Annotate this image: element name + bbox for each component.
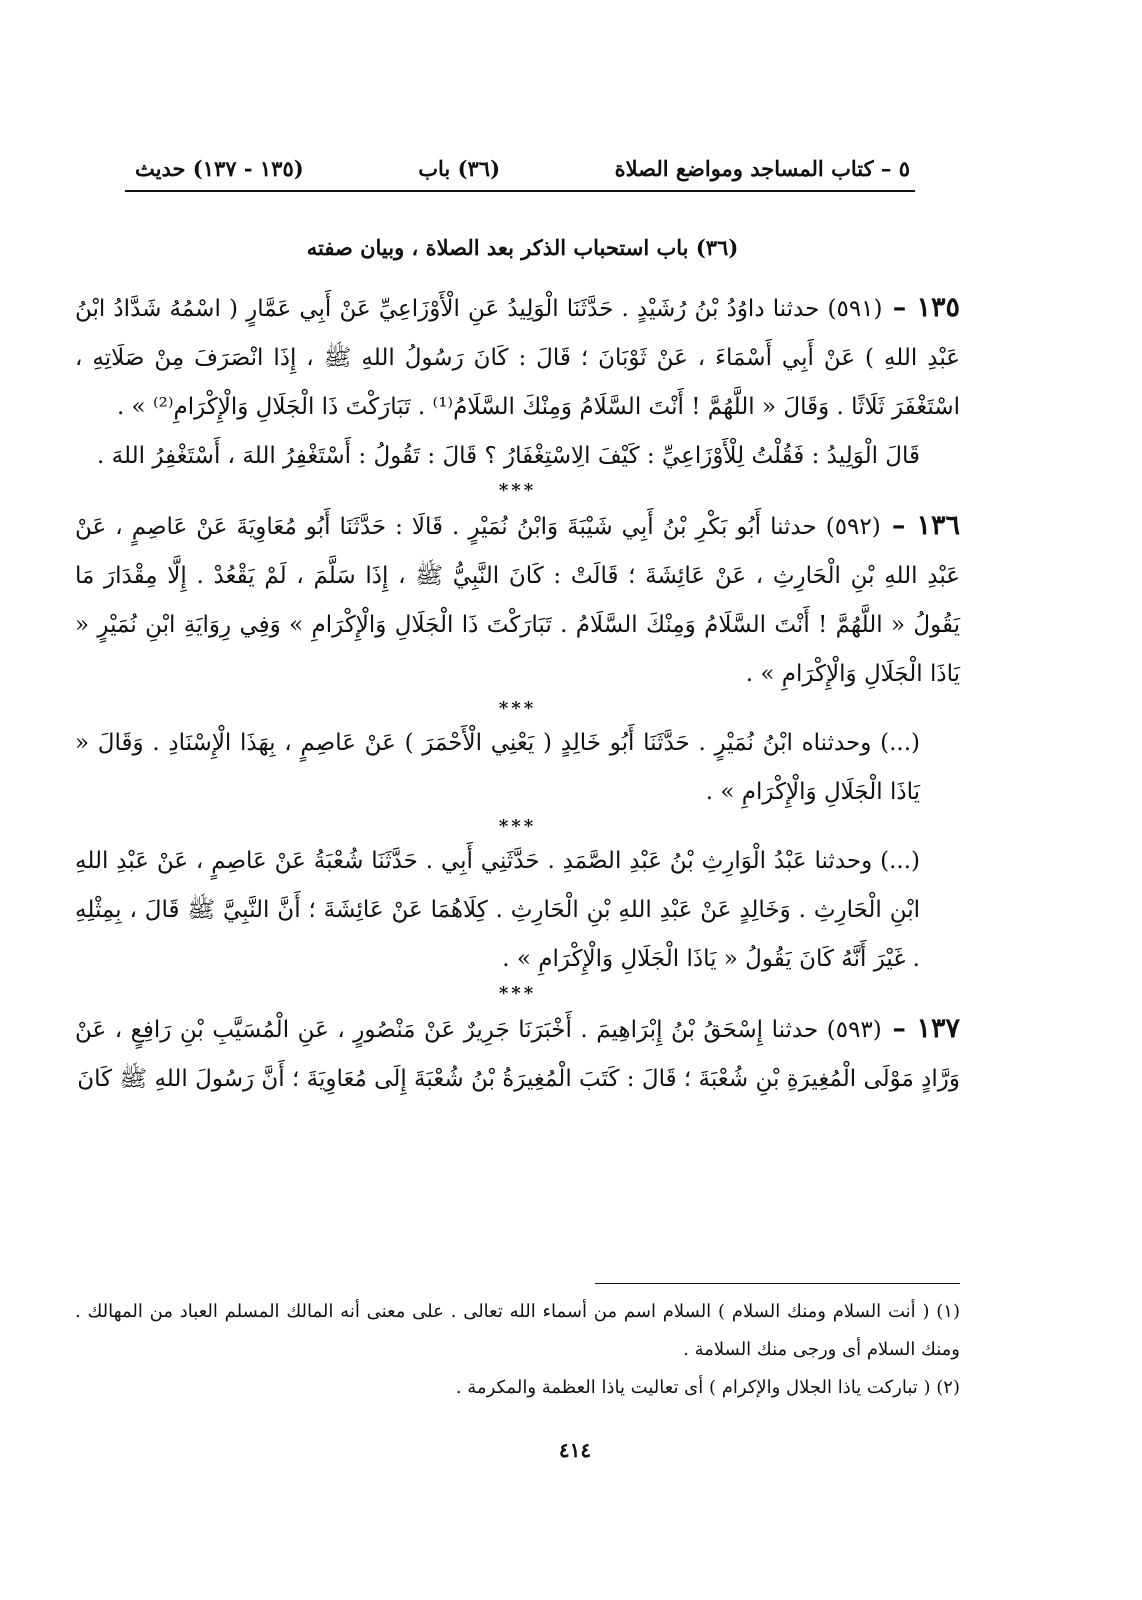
footnote-1: (١) ( أنت السلام ومنك السلام ) السلام اسم من أسماء الله تعالى . على معنى أنه المالك المسلم العباد من المهالك . ومنك السلام أى ورجى منك السلامة . — [75, 1301, 960, 1360]
running-header — [135, 150, 910, 186]
header-bab: (٣٦) باب — [418, 155, 501, 181]
hadith-reference: (٥٩٢) — [816, 514, 881, 540]
hadith-text: حدثنا داوُدُ بْنُ رُشَيْدٍ . حَدَّثَنَا الْوَلِيدُ عَنِ الْأَوْزَاعِيِّ عَنْ أَبِي عَمَّارٍ ( اسْمُهُ شَدَّادُ ابْنُ عَبْدِ اللهِ ) عَنْ أَبِي أَسْمَاءَ ، عَنْ ثَوْبَانَ ؛ قَالَ : كَانَ رَسُولُ اللهِ ﷺ ، إِذَا انْصَرَفَ مِنْ صَلَاتِهِ ، اسْتَغْفَرَ ثَلَاثًا . وَقَالَ « اللَّهُمَّ ! أَنْتَ السَّلَامُ وَمِنْكَ السَّلَامُ⁽¹⁾ . تَبَارَكْتَ ذَا الْجَلَالِ وَالْإِكْرَامِ⁽²⁾ » . — [75, 296, 960, 420]
separator: *** — [498, 698, 537, 719]
hadith-reference: (...) — [871, 730, 920, 756]
hadith-reference: (٥٩٣) — [818, 1017, 882, 1043]
hadith-number: ١٣٦ – — [880, 510, 960, 541]
footnote-2: (٢) ( تباركت ياذا الجلال والإكرام ) أى تعاليت ياذا العظمة والمكرمة . — [455, 1377, 960, 1398]
hadith-text: وحدثناه ابْنُ نُمَيْرٍ . حَدَّثَنَا أَبُو خَالِدٍ ( يَعْنِي الْأَحْمَرَ ) عَنْ عَاصِمٍ ، بِهَذَا الْإِسْنَادِ . وَقَالَ « يَاذَا الْجَلَالِ وَالْإِكْرَامِ » . — [75, 730, 920, 805]
hadith-text: حدثنا إِسْحَقُ بْنُ إِبْرَاهِيمَ . أَخْبَرَنَا جَرِيرٌ عَنْ مَنْصُورٍ ، عَنِ الْمُسَيَّبِ بْنِ رَافِعٍ ، عَنْ وَرَّادٍ مَوْلَى الْمُغِيرَةِ بْنِ شُعْبَةَ ؛ قَالَ : كَتَبَ الْمُغِيرَةُ بْنُ شُعْبَةَ إِلَى مُعَاوِيَةَ ؛ أَنَّ رَسُولَ اللهِ ﷺ كَانَ — [75, 1017, 960, 1092]
hadith-137 — [75, 1004, 960, 1104]
footnotes — [75, 1293, 960, 1407]
hadith-135 — [75, 283, 960, 432]
hadith-135-extra: قَالَ الْوَلِيدُ : فَقُلْتُ لِلْأَوْزَاعِيِّ : كَيْفَ الِاسْتِغْفَارُ ؟ قَالَ : تَقُولُ : أَسْتَغْفِرُ اللهَ ، أَسْتَغْفِرُ اللهَ . — [97, 443, 920, 469]
hadith-136 — [75, 501, 960, 699]
hadith-number: ١٣٥ – — [882, 292, 960, 323]
hadith-text: حدثنا أَبُو بَكْرِ بْنُ أَبِي شَيْبَةَ وَابْنُ نُمَيْرٍ . قَالَا : حَدَّثَنَا أَبُو مُعَاوِيَةَ عَنْ عَاصِمٍ ، عَنْ عَبْدِ اللهِ بْنِ الْحَارِثِ ، عَنْ عَائِشَةَ ؛ قَالَتْ : كَانَ النَّبِيُّ ﷺ ، إِذَا سَلَّمَ ، لَمْ يَقْعُدْ . إِلَّا مِقْدَارَ مَا يَقُولُ « اللَّهُمَّ ! أَنْتَ السَّلَامُ وَمِنْكَ السَّلَامُ . تَبَارَكْتَ ذَا الْجَلَالِ وَالْإِكْرَامِ » وَفِي رِوَايَةِ ابْنِ نُمَيْرٍ « يَاذَا الْجَلَالِ وَالْإِكْرَامِ » . — [75, 514, 960, 687]
hadith-136-variant-2 — [75, 837, 960, 984]
header-hadith-range: (١٣٥ - ١٣٧) حديث — [135, 155, 304, 181]
hadith-136-variant-1 — [75, 719, 960, 817]
footnote-rule — [595, 1283, 960, 1284]
hadith-text: وحدثنا عَبْدُ الْوَارِثِ بْنُ عَبْدِ الصَّمَدِ . حَدَّثَنِي أَبِي . حَدَّثَنَا شُعْبَةُ عَنْ عَاصِمٍ ، عَنْ عَبْدِ اللهِ ابْنِ الْحَارِثِ . وَخَالِدٍ عَنْ عَبْدِ اللهِ بْنِ الْحَارِثِ . كِلَاهُمَا عَنْ عَائِشَةَ ؛ أَنَّ النَّبِيَّ ﷺ قَالَ ، بِمِثْلِهِ . غَيْرَ أَنَّهُ كَانَ يَقُولُ « يَاذَا الْجَلَالِ وَالْإِكْرَامِ » . — [75, 848, 920, 972]
separator: *** — [498, 983, 537, 1004]
separator: *** — [498, 816, 537, 837]
section-title: (٣٦) باب استحباب الذكر بعد الصلاة ، وبيان صفته — [306, 235, 739, 260]
page-number: ٤١٤ — [558, 1438, 592, 1462]
separator: *** — [498, 480, 537, 501]
main-text — [75, 283, 960, 1104]
hadith-reference: (...) — [872, 848, 920, 874]
header-chapter: ٥ – كتاب المساجد ومواضع الصلاة — [614, 155, 910, 181]
hadith-reference: (٥٩١) — [819, 296, 883, 322]
hadith-number: ١٣٧ – — [881, 1013, 960, 1044]
header-rule — [125, 190, 915, 192]
